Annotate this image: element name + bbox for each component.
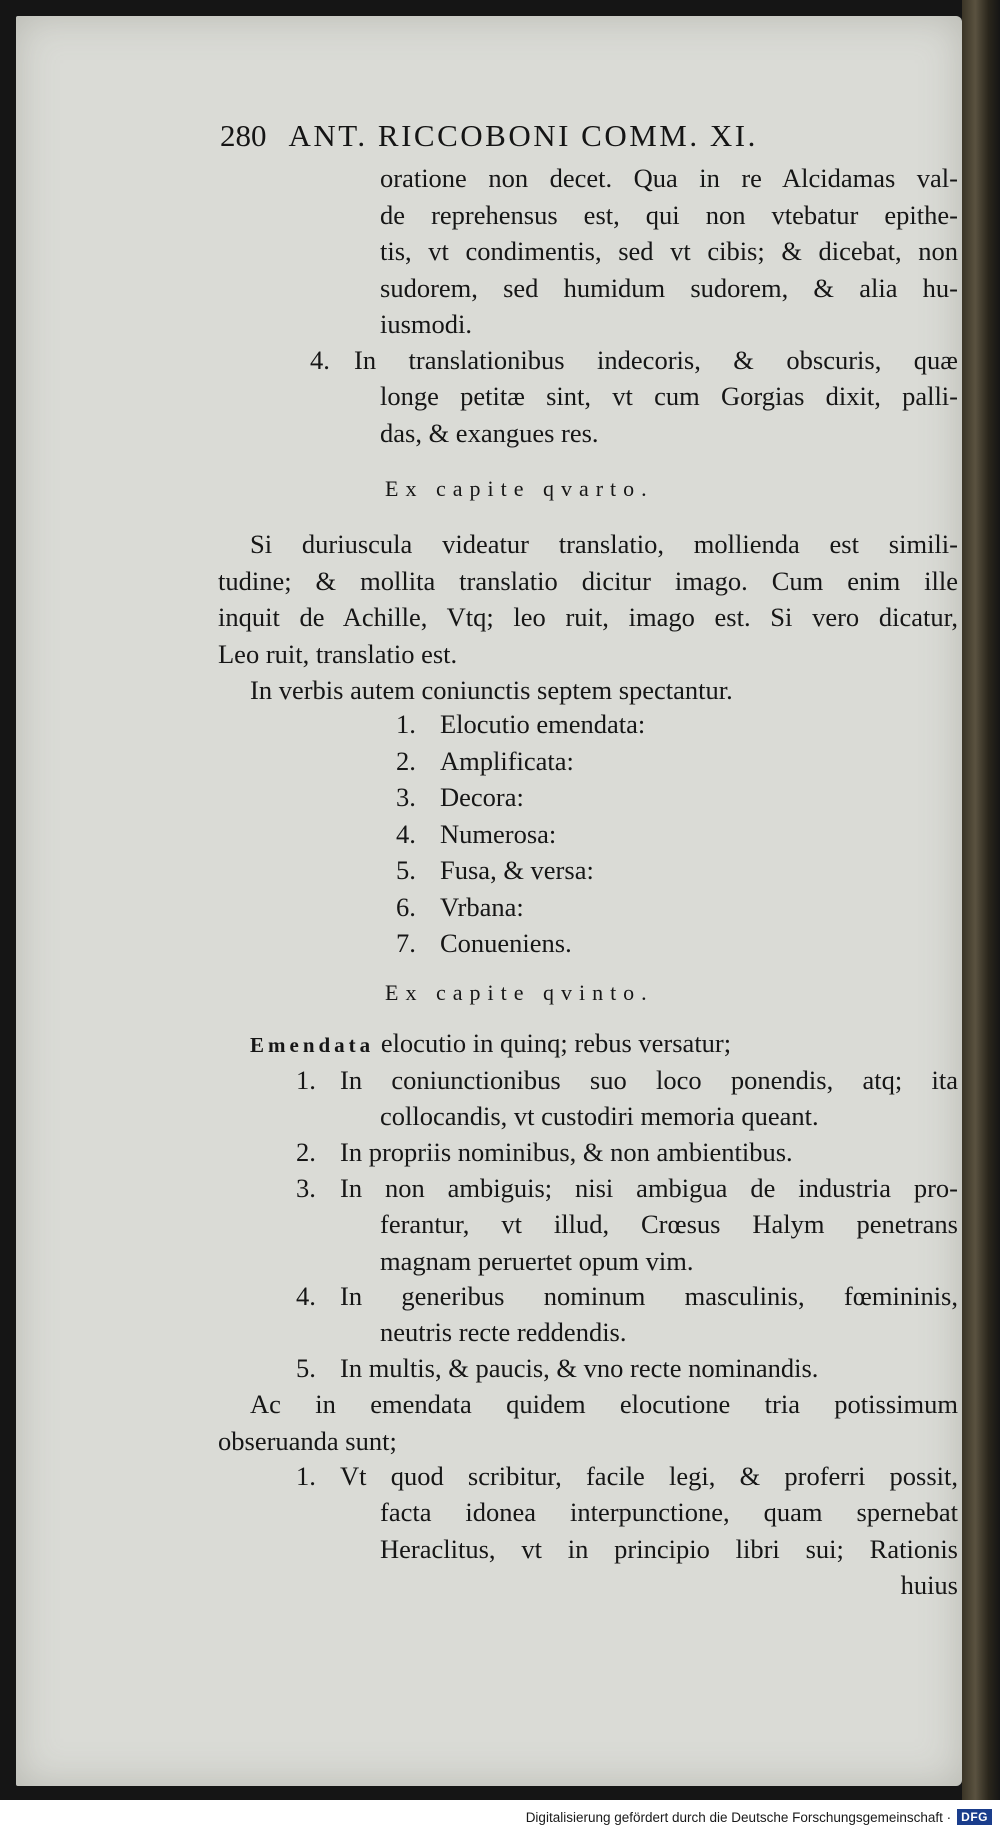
text-line: de reprehensus est, qui non vtebatur epithe- [380,199,958,230]
item-number: 5. [296,1353,316,1383]
text-line: das, & exangues res. [380,417,599,448]
list-item [396,816,796,853]
text-line: iusmodi. [380,309,473,339]
list-item [396,889,796,926]
running-header [220,118,980,158]
item-number: 3. [296,1173,316,1203]
text-line [310,342,958,379]
text-line: tudine; & mollita translatio dicitur imago. Cum enim ille [218,565,958,596]
item-text: Fusa, & versa: [440,855,594,885]
text-line [296,1278,958,1315]
text-line: neutris recte reddendis. [380,1317,627,1347]
list-item [296,1278,958,1315]
text-line: oratione non decet. Qua in re Alcidamas val- [380,163,958,193]
numbered-list [296,1062,958,1099]
digitization-footer [526,1806,992,1828]
paragraph [250,1025,958,1062]
text-line: collocandis, vt custodiri memoria queant. [380,1101,819,1131]
item-text: In generibus nominum masculinis, fœmininis, [340,1281,958,1311]
paragraph [218,1386,958,1459]
item-text: In coniunctionibus suo loco ponendis, atq; ita [340,1065,958,1095]
list-item-continuation [380,1314,958,1351]
text-line: inquit de Achille, Vtq; leo ruit, imago est. Si vero dicatur, [218,602,958,632]
item-number: 1. [396,709,416,739]
text-line: longe petitæ sint, vt cum Gorgias dixit, palli- [380,381,958,411]
item-number: 6. [396,891,416,922]
dfg-logo: DFG [957,1809,992,1825]
list-item [396,706,796,743]
list-item [396,852,796,889]
list-item [396,779,796,816]
footer-text: Digitalisierung gefördert durch die Deutsche Forschungsgemeinschaft · [525,1809,952,1825]
text-line: obseruanda sunt; [218,1425,397,1456]
list-item [296,1134,958,1171]
list-item [296,1062,958,1099]
list-item-continuation [380,1206,958,1279]
text-line [296,1458,958,1495]
text-run: elocutio in quinq; rebus versatur; [374,1028,732,1058]
item-text: Vt quod scribitur, facile legi, & proferri possit, [340,1461,958,1491]
text-line [218,1386,958,1423]
text-run: Ac in emendata quidem elocutione tria potissimum [250,1389,958,1419]
paragraph [250,672,958,709]
item-number: 2. [296,1137,316,1167]
item-text: In multis, & paucis, & vno recte nominandis. [340,1353,819,1383]
text-run: Si duriuscula videatur translatio, mollienda est simili- [250,529,958,559]
list-item [396,925,796,962]
text-line: tis, vt condimentis, sed vt cibis; & dicebat, non [380,236,958,266]
text-line: magnam peruertet opum vim. [380,1245,694,1276]
list-item-continuation [380,1098,958,1135]
page-number: 280 [220,118,267,153]
item-number: 4. [310,345,330,375]
text-line [296,1170,958,1207]
text-line: sudorem, sed humidum sudorem, & alia hu- [380,272,958,303]
text-line: ferantur, vt illud, Crœsus Halym penetrans [380,1209,958,1239]
item-number: 1. [296,1065,316,1095]
item-text: Amplificata: [440,745,574,776]
item-text: Decora: [440,782,524,812]
text-line: Leo ruit, translatio est. [218,638,458,669]
list-item [296,1350,958,1387]
item-number: 5. [396,855,416,885]
item-number: 2. [396,745,416,776]
text-line: Heraclitus, vt in principio libri sui; Rationis [380,1533,958,1564]
item-text: Vrbana: [440,891,524,922]
running-title: ANT. RICCOBONI COMM. XI. [288,118,758,153]
list-item [296,1458,958,1495]
list-item [296,1170,958,1207]
item-number: 4. [296,1281,316,1311]
list-item-continuation [380,378,958,451]
item-text: In propriis nominibus, & non ambientibus. [340,1137,793,1167]
item-number: 4. [396,818,416,849]
text-line [218,526,958,563]
item-text: In non ambiguis; nisi ambigua de industria pro- [340,1173,958,1203]
catchword: huius [900,1570,958,1600]
section-heading: Ex capite qvarto. [385,476,654,501]
item-text: Numerosa: [440,818,557,849]
item-number: 1. [296,1461,316,1491]
item-text: Conueniens. [440,928,572,958]
text-line [296,1350,958,1387]
numbered-list [396,706,796,962]
list-item-continuation [380,1494,958,1604]
book-spine [962,0,1000,1800]
paragraph [218,526,958,672]
small-caps-lead: Emendata [250,1033,375,1057]
text-line [250,1025,958,1062]
item-text: Elocutio emendata: [440,709,646,739]
item-number: 7. [396,928,416,958]
text-line: facta idonea interpunctione, quam spernebat [380,1497,958,1527]
text-line [296,1134,958,1171]
item-number: 3. [396,782,416,812]
section-heading: Ex capite qvinto. [385,980,654,1005]
continuation-paragraph [380,160,958,343]
list-item [396,743,796,780]
item-text: In translationibus indecoris, & obscuris, quæ [354,345,958,375]
text-line: In verbis autem coniunctis septem spectantur. [250,675,733,705]
list-item [310,342,958,379]
